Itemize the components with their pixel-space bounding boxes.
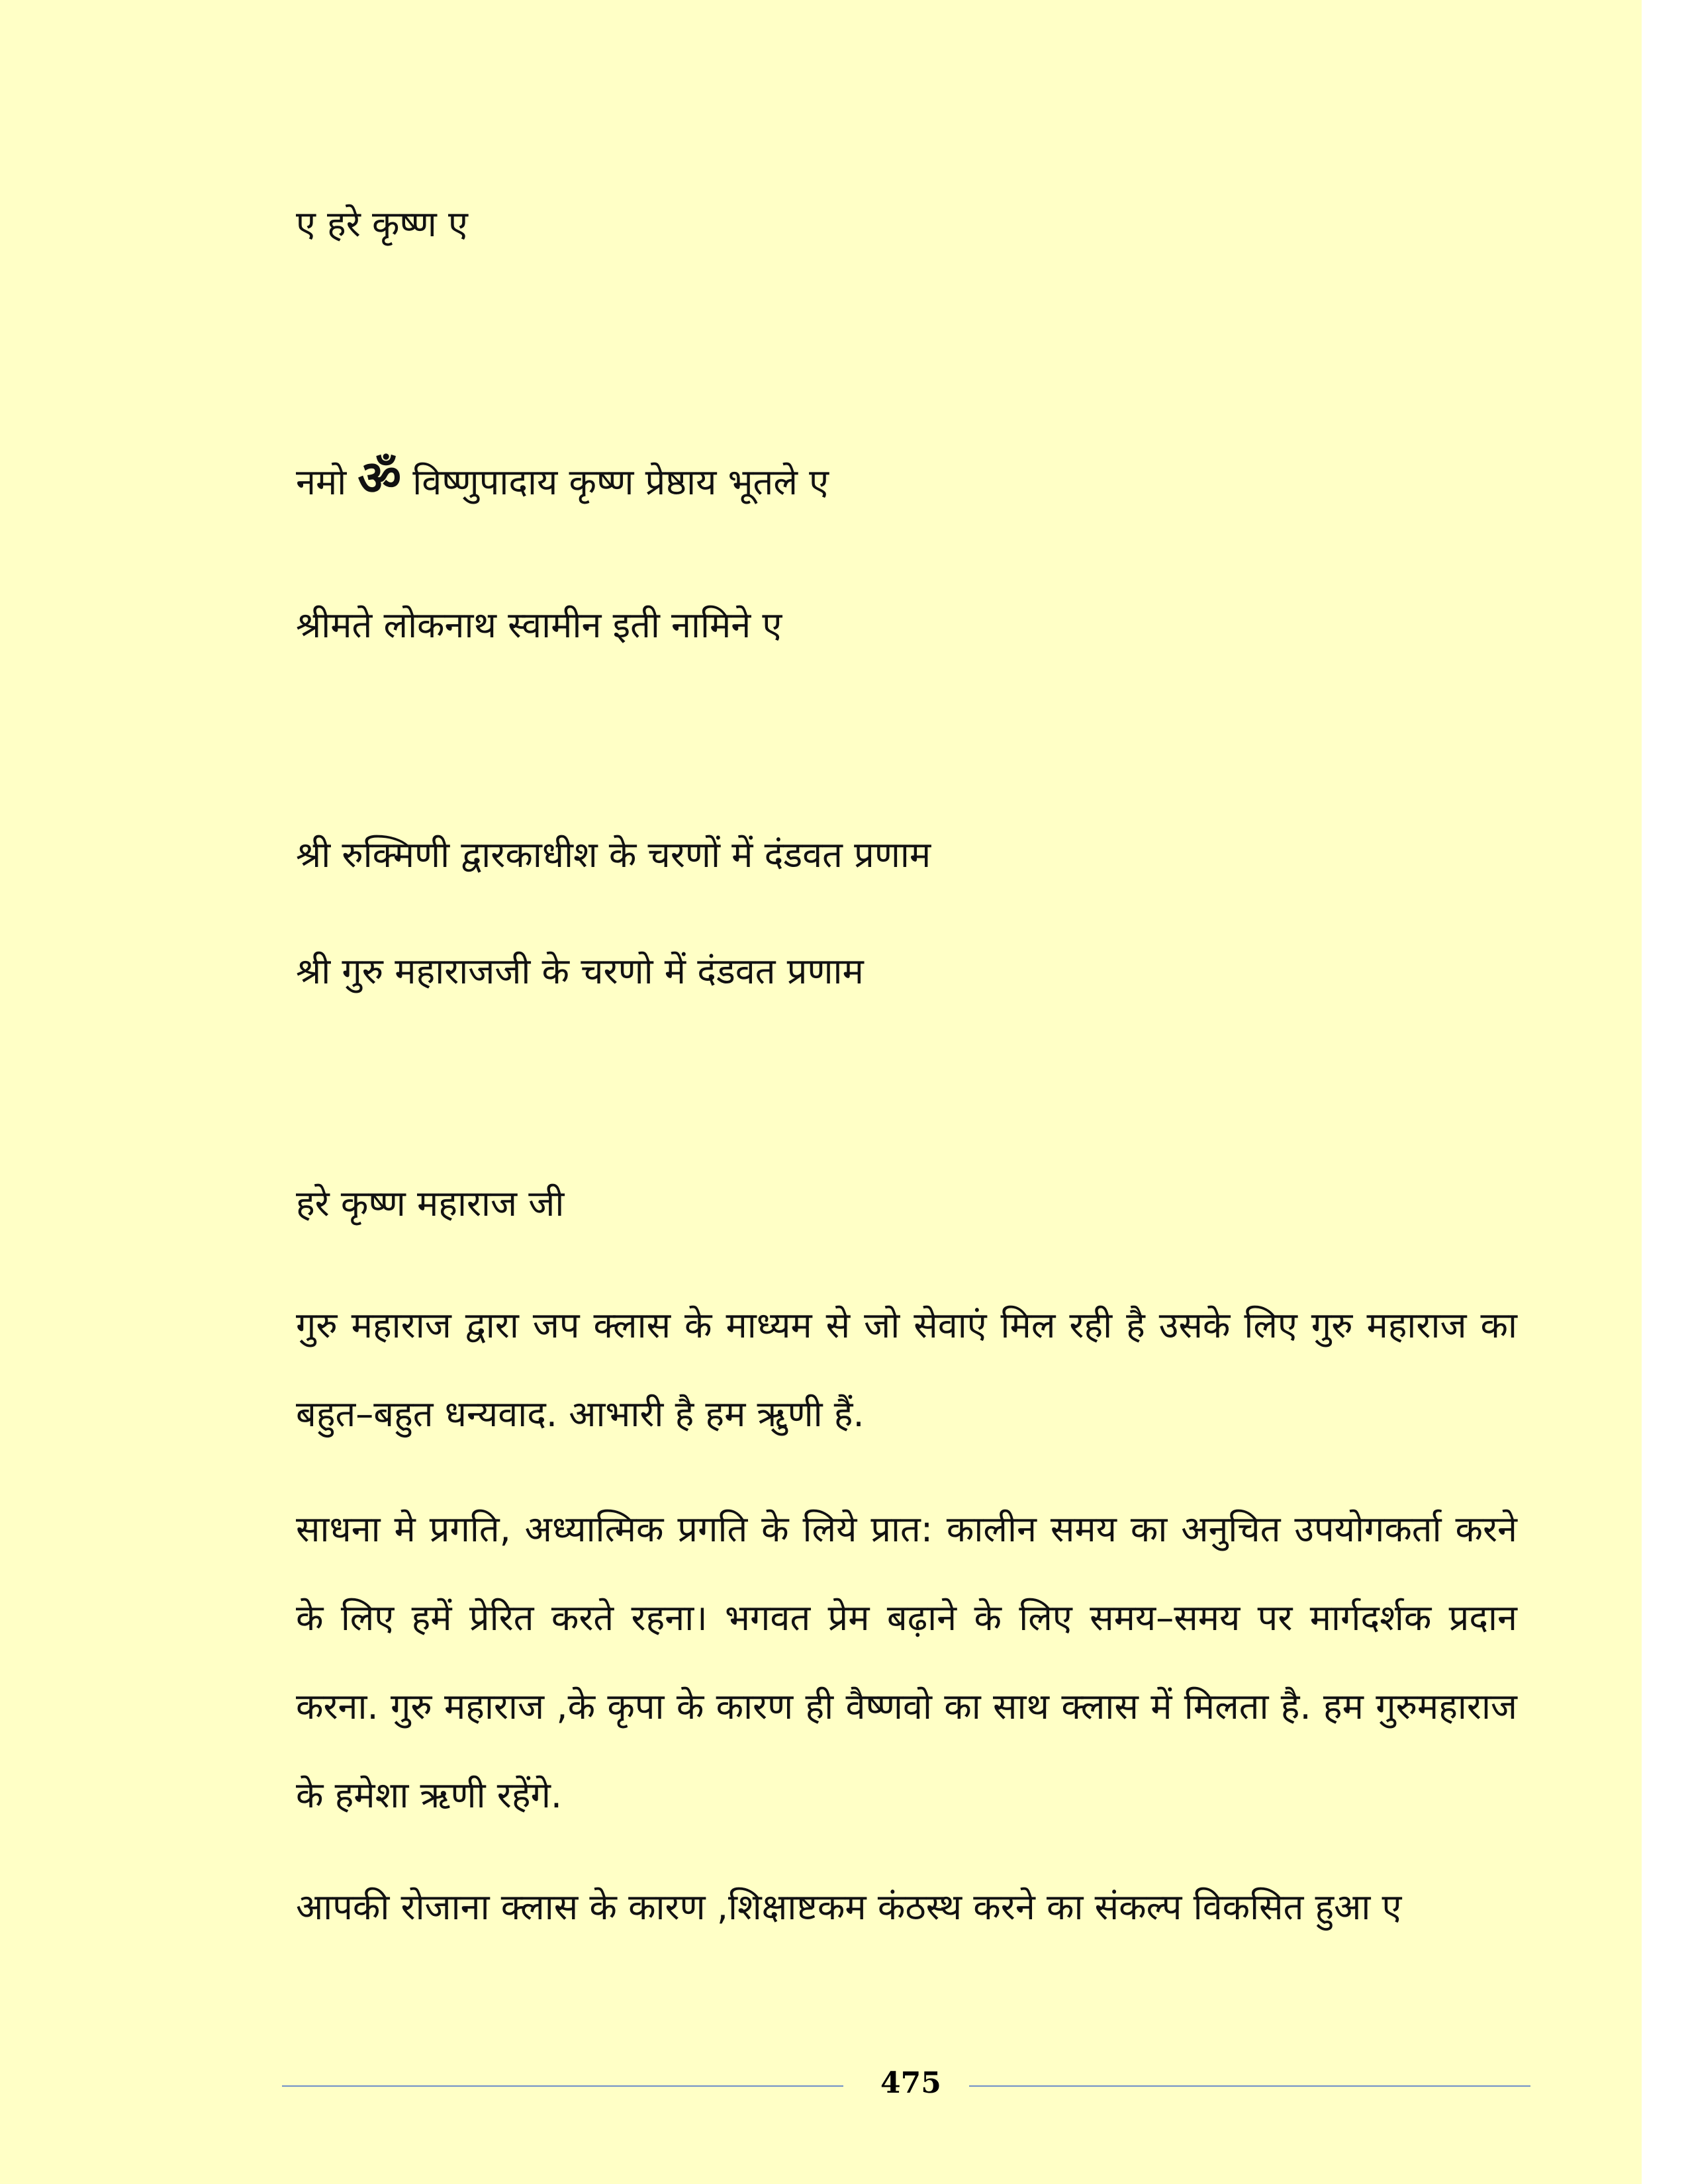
letter-paragraph-3: आपकी रोजाना क्लास के कारण ,शिक्षाष्टकम कंठस्थ करने का संकल्प विकसित हुआ ए xyxy=(296,1886,1402,1928)
mantra-line-1 xyxy=(296,450,829,506)
letter-paragraph-2: साधना मे प्रगति, अध्यात्मिक प्रगति के लिये प्रात: कालीन समय का अनुचित उपयोगकर्ता करने के लिए हमें प्रेरित करते रहना। भगवत प्रेम बढ़ाने के लिए समय–समय पर मार्गदर्शक प्रदान करना. गुरु महाराज ,के कृपा के कारण ही वैष्णवो का साथ क्लास में मिलता है. हम गुरुमहाराज के हमेशा ऋणी रहेंगे. xyxy=(296,1508,1517,1816)
om-icon: ॐ xyxy=(357,450,402,506)
header-invocation: ए हरे कृष्ण ए xyxy=(296,203,468,245)
letter-paragraph-1: गुरु महाराज द्वारा जप क्लास के माध्यम से जो सेवाएं मिल रही है उसके लिए गुरु महाराज का बहुत–बहुत धन्यवाद. आभारी है हम ऋुणी हैं. xyxy=(296,1304,1517,1435)
page-number: 475 xyxy=(880,2066,941,2100)
obeisance-line-1: श्री रुक्मिणी द्वारकाधीश के चरणों में दंडवत प्रणाम xyxy=(296,834,931,876)
letter-greeting: हरे कृष्ण महाराज जी xyxy=(296,1183,565,1224)
mantra-line-2: श्रीमते लोकनाथ स्वामीन इती नामिने ए xyxy=(296,604,782,646)
footer-rule-left xyxy=(282,2085,843,2087)
obeisance-line-2: श्री गुरु महाराजजी के चरणो में दंडवत प्रणाम xyxy=(296,950,864,992)
footer-rule-right xyxy=(969,2085,1530,2087)
mantra-prefix: नमो xyxy=(296,461,347,503)
mantra-line-1-rest: विष्णुपादाय कृष्ण प्रेष्ठाय भूतले ए xyxy=(412,461,829,503)
